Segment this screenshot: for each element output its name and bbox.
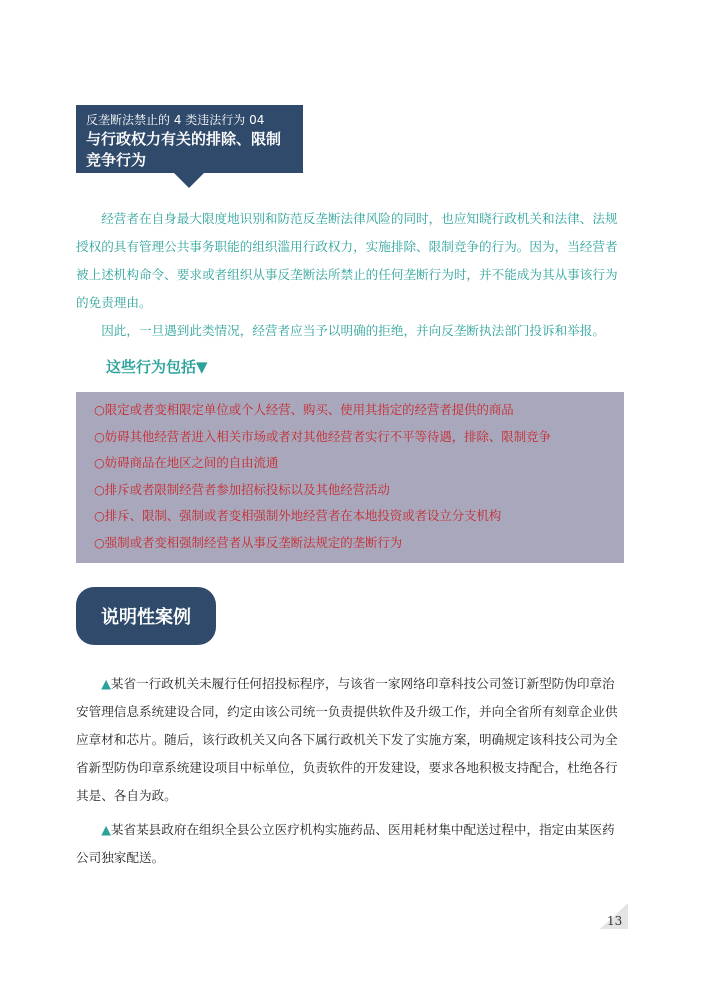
list-item: ○排斥、限制、强制或者变相强制外地经营者在本地投资或者设立分支机构 — [94, 508, 502, 523]
header-pointer-triangle — [174, 173, 204, 188]
behaviors-heading: 这些行为包括▼ — [106, 358, 208, 376]
list-item: ○限定或者变相限定单位或个人经营、购买、使用其指定的经营者提供的商品 — [94, 402, 514, 417]
section-title: 与行政权力有关的排除、限制竞争行为 — [86, 130, 282, 169]
triangle-marker-icon: ▲ — [101, 676, 111, 691]
list-item: ○妨碍其他经营者进入相关市场或者对其他经营者实行不平等待遇，排除、限制竞争 — [94, 428, 551, 444]
section-header — [76, 105, 303, 173]
behaviors-list — [76, 392, 624, 563]
case-paragraph-2 — [76, 816, 626, 872]
case-paragraph-1 — [76, 670, 626, 810]
cases-title-box — [76, 587, 216, 645]
triangle-marker-icon: ▲ — [101, 822, 111, 837]
section-subtitle: 反垄断法禁止的 4 类违法行为 04 — [86, 113, 265, 127]
case-text: 某省某县政府在组织全县公立医疗机构实施药品、医用耗材集中配送过程中，指定由某医药公司独家配送。 — [76, 822, 615, 865]
list-item: ○排斥或者限制经营者参加招标投标以及其他经营活动 — [94, 481, 390, 497]
case-text: 某省一行政机关未履行任何招投标程序，与该省一家网络印章科技公司签订新型防伪印章治安管理信息系统建设合同，约定由该公司统一负责提供软件及升级工作，并向全省所有刻章企业供应章材和芯片。随后，该行政机关又向各下属行政机关下发了实施方案，明确规定该科技公司为全省新型防伪印章系统建设项目中标单位，负责软件的开发建设，要求各地积极支持配合，杜绝各行其是、各自为政。 — [76, 676, 618, 803]
list-item: ○强制或者变相强制经营者从事反垄断法规定的垄断行为 — [94, 534, 403, 550]
cases-title: 说明性案例 — [101, 607, 191, 628]
list-item: ○妨碍商品在地区之间的自由流通 — [94, 455, 279, 470]
intro-paragraph-2: 因此，一旦遇到此类情况，经营者应当予以明确的拒绝，并向反垄断执法部门投诉和举报。 — [101, 323, 605, 338]
intro-paragraph-1: 经营者在自身最大限度地识别和防范反垄断法律风险的同时，也应知晓行政机关和法律、法规授权的具有管理公共事务职能的组织滥用行政权力，实施排除、限制竞争的行为。因为，当经营者被上述机构命令、要求或者组织从事反垄断法所禁止的任何垄断行为时，并不能成为其从事该行为的免责理由。 — [76, 211, 618, 310]
page-number: 13 — [607, 914, 623, 928]
